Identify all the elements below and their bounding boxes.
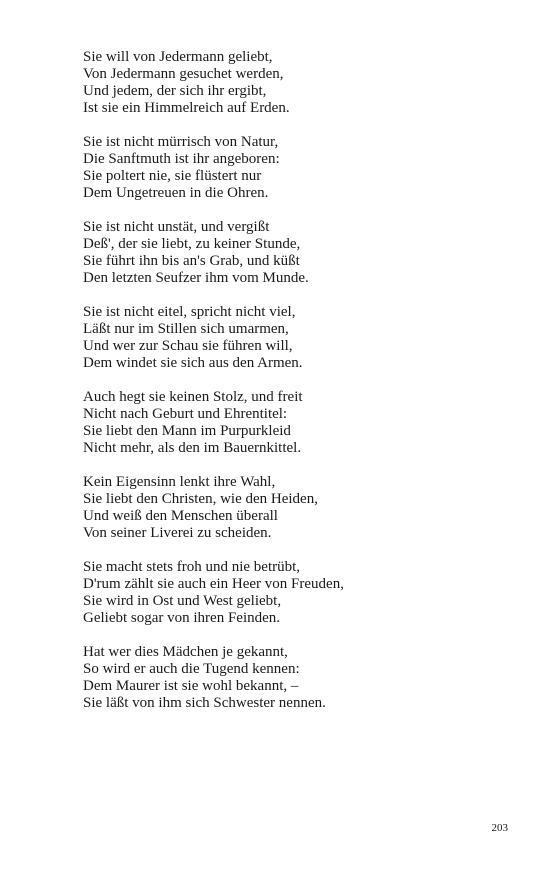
poem-line: Sie ist nicht mürrisch von Natur, <box>83 134 279 150</box>
poem-line: D'rum zählt sie auch ein Heer von Freuden, <box>83 576 344 592</box>
poem-line: Sie liebt den Mann im Purpurkleid <box>83 423 291 439</box>
poem-line: Dem Ungetreuen in die Ohren. <box>83 185 269 201</box>
poem-line: Geliebt sogar von ihren Feinden. <box>83 610 281 626</box>
poem-line: Ist sie ein Himmelreich auf Erden. <box>83 100 290 116</box>
poem-line: Kein Eigensinn lenkt ihre Wahl, <box>83 474 276 490</box>
poem-line: Sie will von Jedermann geliebt, <box>83 49 273 65</box>
poem-line: Hat wer dies Mädchen je gekannt, <box>83 644 288 660</box>
stanza <box>83 644 523 712</box>
poem-line: Auch hegt sie keinen Stolz, und freit <box>83 389 303 405</box>
poem-line: Nicht mehr, als den im Bauernkittel. <box>83 440 302 456</box>
stanza <box>83 474 523 542</box>
poem-line: Sie wird in Ost und West geliebt, <box>83 593 282 609</box>
poem-line: Sie poltert nie, sie flüstert nur <box>83 168 262 184</box>
stanza <box>83 304 523 372</box>
poem-line: Sie ist nicht eitel, spricht nicht viel, <box>83 304 296 320</box>
page-number: 203 <box>491 822 508 834</box>
poem-line: Die Sanftmuth ist ihr angeboren: <box>83 151 280 167</box>
poem-line: Von Jedermann gesuchet werden, <box>83 66 284 82</box>
poem-line: Sie liebt den Christen, wie den Heiden, <box>83 491 318 507</box>
poem-line: Von seiner Liverei zu scheiden. <box>83 525 272 541</box>
poem-line: Deß', der sie liebt, zu keiner Stunde, <box>83 236 301 252</box>
stanza <box>83 49 523 117</box>
stanza <box>83 389 523 457</box>
poem-line: Und weiß den Menschen überall <box>83 508 278 524</box>
poem-line: Dem Maurer ist sie wohl bekannt, – <box>83 678 299 694</box>
poem <box>83 49 523 729</box>
stanza <box>83 134 523 202</box>
poem-line: Sie ist nicht unstät, und vergißt <box>83 219 270 235</box>
poem-line: Und jedem, der sich ihr ergibt, <box>83 83 267 99</box>
poem-line: Sie führt ihn bis an's Grab, und küßt <box>83 253 300 269</box>
poem-line: Sie läßt von ihm sich Schwester nennen. <box>83 695 326 711</box>
stanza <box>83 559 523 627</box>
poem-line: Läßt nur im Stillen sich umarmen, <box>83 321 289 337</box>
poem-line: Nicht nach Geburt und Ehrentitel: <box>83 406 288 422</box>
stanza <box>83 219 523 287</box>
poem-line: Dem windet sie sich aus den Armen. <box>83 355 303 371</box>
poem-line: Und wer zur Schau sie führen will, <box>83 338 293 354</box>
poem-line: Sie macht stets froh und nie betrübt, <box>83 559 301 575</box>
poem-line: Den letzten Seufzer ihm vom Munde. <box>83 270 309 286</box>
poem-line: So wird er auch die Tugend kennen: <box>83 661 300 677</box>
